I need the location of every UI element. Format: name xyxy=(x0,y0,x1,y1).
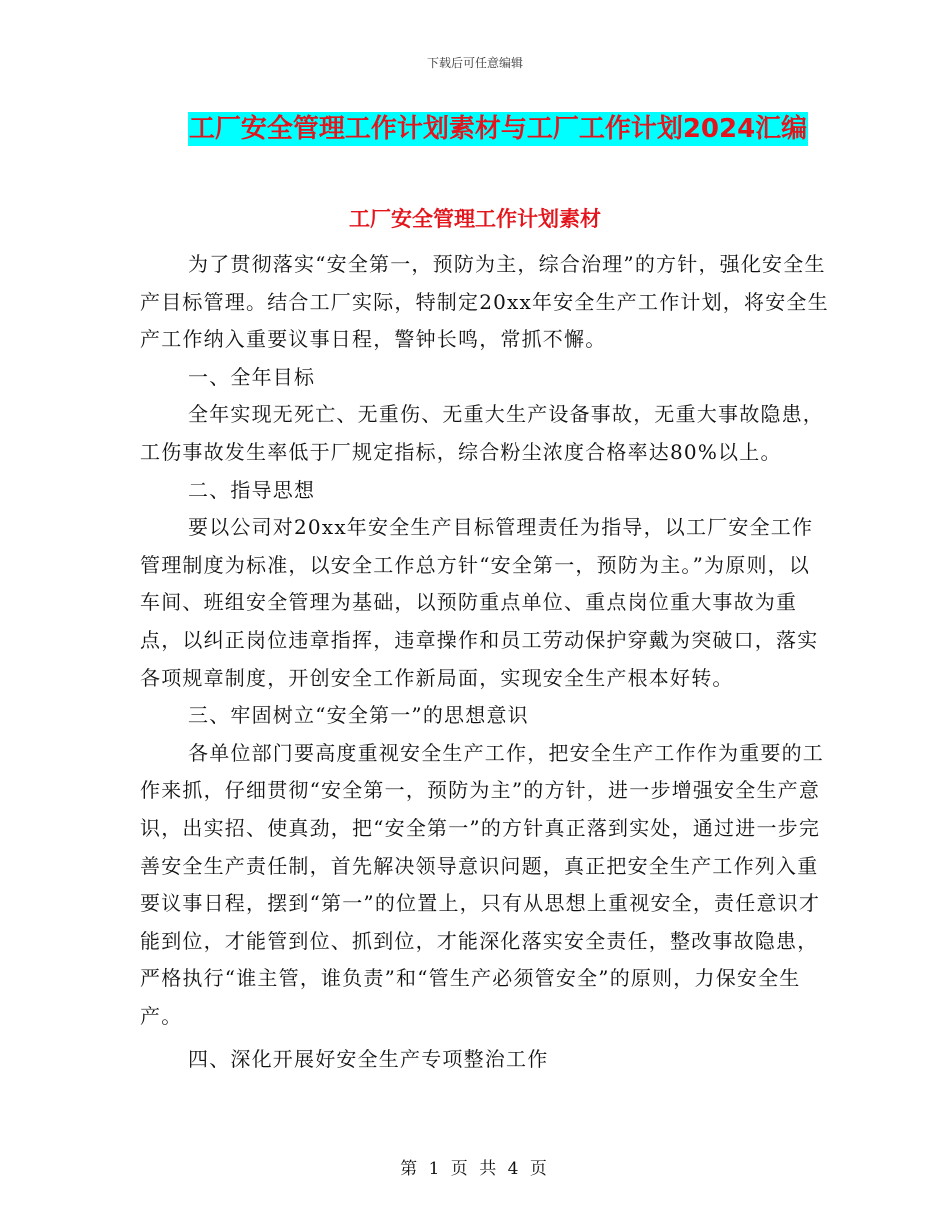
heading-annual-goals: 一、全年目标 xyxy=(188,364,316,389)
section-title: 工厂安全管理工作计划素材 xyxy=(349,207,601,231)
paragraph-annual-goals: 全年实现无死亡、无重伤、无重大生产设备事故，无重大事故隐患，工伤事故发生率低于厂规定指标，综合粉尘浓度合格率达80%以上。 xyxy=(140,402,824,464)
paragraph-safety-first: 各单位部门要高度重视安全生产工作，把安全生产工作作为重要的工作来抓，仔细贯彻“安全第一，预防为主”的方针，进一步增强安全生产意识，出实招、使真劲，把“安全第一”的方针真正落到实处，通过进一步完善安全生产责任制，首先解决领导意识问题，真正把安全生产工作列入重要议事日程，摆到“第一”的位置上，只有从思想上重视安全，责任意识才能到位，才能管到位、抓到位，才能深化落实安全责任，整改事故隐患，严格执行“谁主管，谁负责”和“管生产必须管安全”的原则，力保安全生产。 xyxy=(140,740,824,1028)
heading-safety-first: 三、牢固树立“安全第一”的思想意识 xyxy=(188,703,529,728)
document-body xyxy=(140,246,830,1079)
document-title: 工厂安全管理工作计划素材与工厂工作计划2024汇编 xyxy=(188,114,808,144)
paragraph-guiding-ideology: 要以公司对20xx年安全生产目标管理责任为指导，以工厂安全工作管理制度为标准，以安全工作总方针“安全第一，预防为主。”为原则，以车间、班组安全管理为基础，以预防重点单位、重点岗位重大事故为重点，以纠正岗位违章指挥，违章操作和员工劳动保护穿戴为突破口，落实各项规章制度，开创安全工作新局面，实现安全生产根本好转。 xyxy=(140,515,819,690)
page-footer: 第 1 页 共 4 页 xyxy=(400,1159,550,1179)
heading-guiding-ideology: 二、指导思想 xyxy=(188,477,316,502)
paragraph-intro: 为了贯彻落实“安全第一，预防为主，综合治理”的方针，强化安全生产目标管理。结合工厂实际，特制定20xx年安全生产工作计划，将安全生产工作纳入重要议事日程，警钟长鸣，常抓不懈。 xyxy=(140,252,829,352)
header-note: 下载后可任意编辑 xyxy=(426,56,523,70)
heading-special-rectification: 四、深化开展好安全生产专项整治工作 xyxy=(188,1047,549,1072)
